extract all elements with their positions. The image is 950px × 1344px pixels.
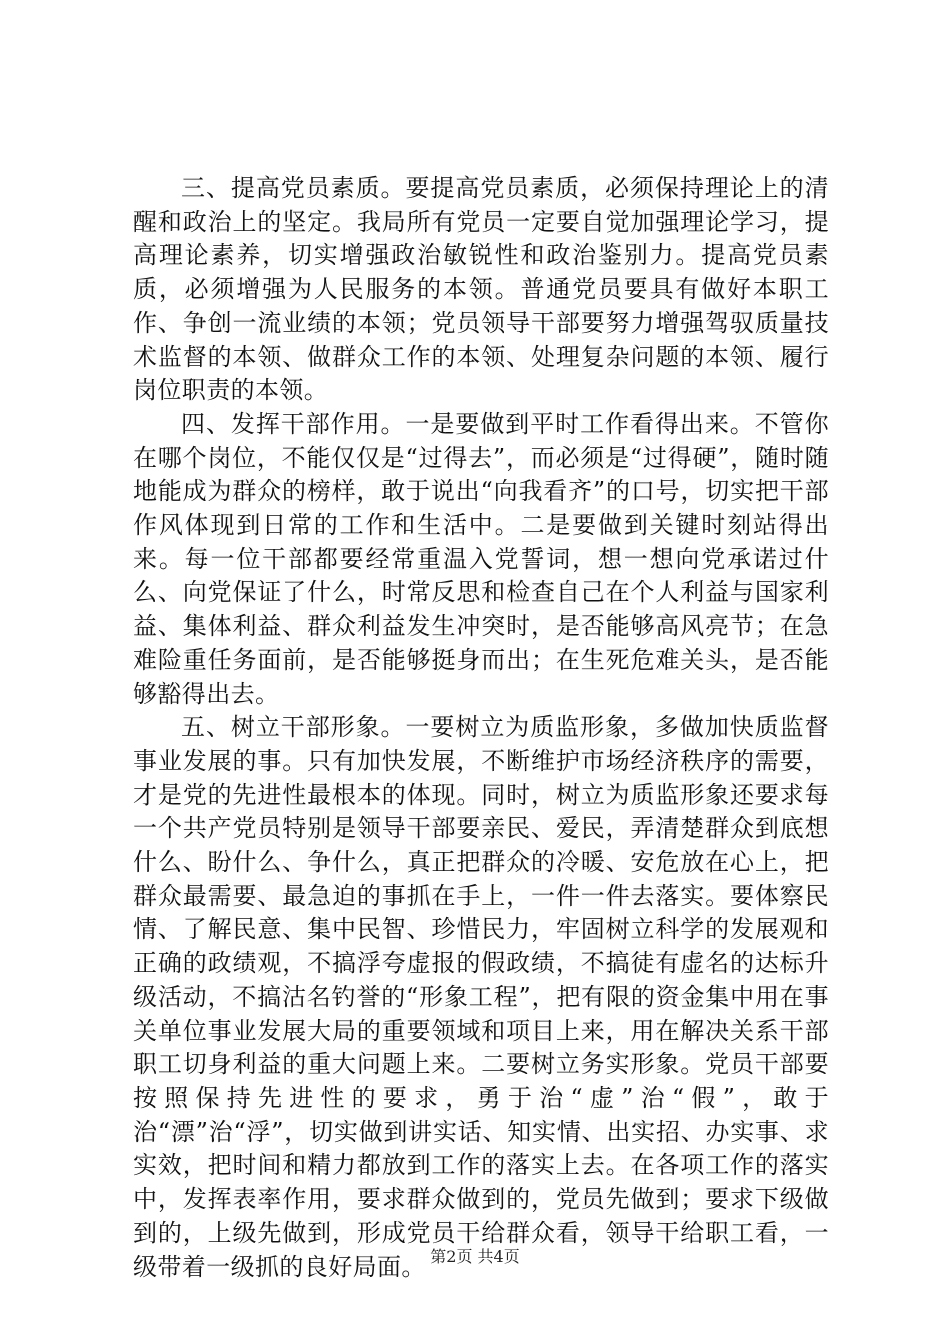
paragraph-section-five: 五、树立干部形象。一要树立为质监形象，多做加快质监督事业发展的事。只有加快发展，不断维护市场经济秩序的需要，才是党的先进性最根本的体现。同时，树立为质监形象还要求每一个共产党员特别是领导干部要亲民、爱民，弄清楚群众到底想什么、盼什么、争什么，真正把群众的冷暖、安危放在心上，把群众最需要、最急迫的事抓在手上，一件一件去落实。要体察民情、了解民意、集中民智、珍惜民力，牢固树立科学的发展观和正确的政绩观，不搞浮夸虚报的假政绩，不搞徒有虚名的达标升级活动，不搞沽名钓誉的“形象工程”，把有限的资金集中用在事关单位事业发展大局的重要领域和项目上来，用在解决关系干部职工切身利益的重大问题上来。二要树立务实形象。党员干部要按照保持先进性的要求，勇于治“虚”治“假”，敢于治“漂”治“浮”，切实做到讲实话、知实情、出实招、办实事、求实效，把时间和精力都放到工作的落实上去。在各项工作的落实中，发挥表率作用，要求群众做到的，党员先做到；要求下级做到的，上级先做到，形成党员干给群众看，领导干给职工看，一级带着一级抓的良好局面。	[133, 713, 829, 1281]
document-body	[133, 172, 829, 1284]
paragraph-section-four: 四、发挥干部作用。一是要做到平时工作看得出来。不管你在哪个岗位，不能仅仅是“过得去”，而必须是“过得硬”，随时随地能成为群众的榜样，敢于说出“向我看齐”的口号，切实把干部作风体现到日常的工作和生活中。二是要做到关键时刻站得出来。每一位干部都要经常重温入党誓词，想一想向党承诺过什么、向党保证了什么，时常反思和检查自己在个人利益与国家利益、集体利益、群众利益发生冲突时，是否能够高风亮节；在急难险重任务面前，是否能够挺身而出；在生死危难关头，是否能够豁得出去。	[133, 409, 829, 708]
page-number-footer: 第2页 共4页	[430, 1247, 520, 1266]
paragraph-section-three: 三、提高党员素质。要提高党员素质，必须保持理论上的清醒和政治上的坚定。我局所有党员一定要自觉加强理论学习，提高理论素养，切实增强政治敏锐性和政治鉴别力。提高党员素质，必须增强为人民服务的本领。普通党员要具有做好本职工作、争创一流业绩的本领；党员领导干部要努力增强驾驭质量技术监督的本领、做群众工作的本领、处理复杂问题的本领、履行岗位职责的本领。	[133, 174, 829, 405]
